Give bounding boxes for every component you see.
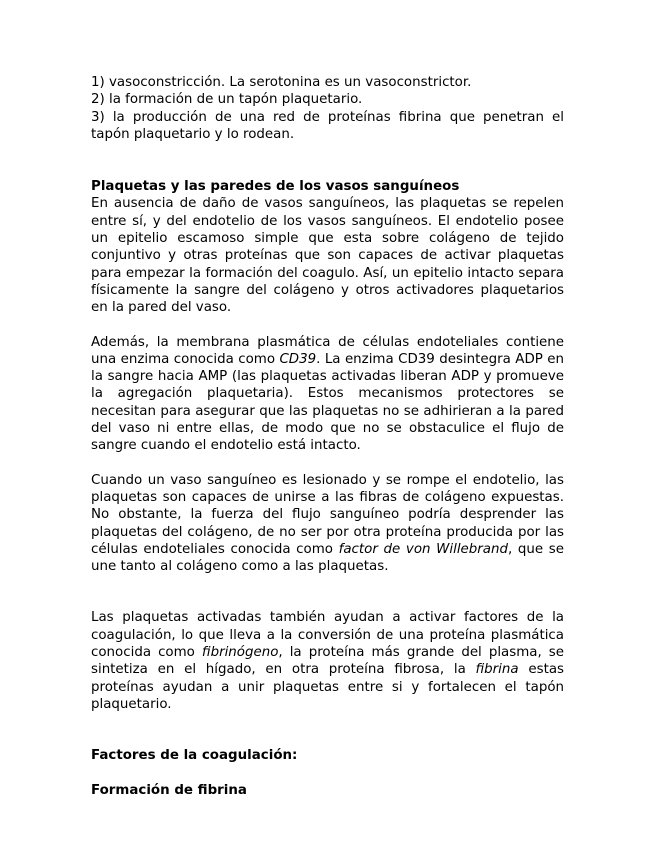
section-heading-fibrin-formation: Formación de fibrina xyxy=(91,782,247,798)
term-fibrinogeno: fibrinógeno xyxy=(201,645,279,661)
paragraph-4: Las plaquetas activadas también ayudan a activar factores de la coagulación, lo que lleva a la conversión de una proteína plasmática conocida como fibrinógeno, la proteína más grande del plasma, se sintetiza en el hígado, en otra proteína fibrosa, la fibrina estas proteínas ayudan a unir plaquetas entre si y fortalecen el tapón plaquetario. xyxy=(91,610,565,712)
paragraph-3: Cuando un vaso sanguíneo es lesionado y se rompe el endotelio, las plaquetas son capaces de unirse a las fibras de colágeno expuestas. No obstante, la fuerza del flujo sanguíneo podría desprender las plaquetas del colágeno, de no ser por otra proteína producida por las células endoteliales conocida como factor de von Willebrand, que se une tanto al colágeno como a las plaquetas. xyxy=(91,472,564,575)
paragraph-2: Además, la membrana plasmática de células endoteliales contiene una enzima conocida como CD39. La enzima CD39 desintegra ADP en la sangre hacia AMP (las plaquetas activadas liberan ADP y promueve la agregación plaquetaria). Estos mecanismos protectores se necesitan para asegurar que las plaquetas no se adhirieran a la pared del vaso ni entre ellas, de modo que no se obstaculice el flujo de sangre cuando el endotelio está intacto. xyxy=(91,334,564,454)
document-page xyxy=(91,74,564,799)
list-item-2: 2) la formación de un tapón plaquetario. xyxy=(91,92,363,108)
list-item-1: 1) vasoconstricción. La serotonina es un vasoconstrictor. xyxy=(91,75,472,90)
section-heading-coagulation-factors: Factores de la coagulación: xyxy=(91,748,298,764)
paragraph-1: En ausencia de daño de vasos sanguíneos, las plaquetas se repelen entre sí, y del endotelio de los vasos sanguíneos. El endotelio posee un epitelio escamoso simple que esta sobre colágeno de tejido conjuntivo y otras proteínas que son capaces de activar plaquetas para empezar la formación del coagulo. Así, un epitelio intacto separa físicamente la sangre del colágeno y otros activadores plaquetarios en la pared del vaso. xyxy=(91,196,564,316)
list-item-3: 3) la producción de una red de proteínas fibrina que penetran el tapón plaquetario y lo rodean. xyxy=(91,109,564,142)
term-fibrina: fibrina xyxy=(475,662,519,678)
term-cd39: CD39 xyxy=(279,351,317,367)
term-von-willebrand: factor de von Willebrand xyxy=(338,541,508,557)
section-heading-platelets-vessels: Plaquetas y las paredes de los vasos sanguíneos xyxy=(91,179,460,195)
